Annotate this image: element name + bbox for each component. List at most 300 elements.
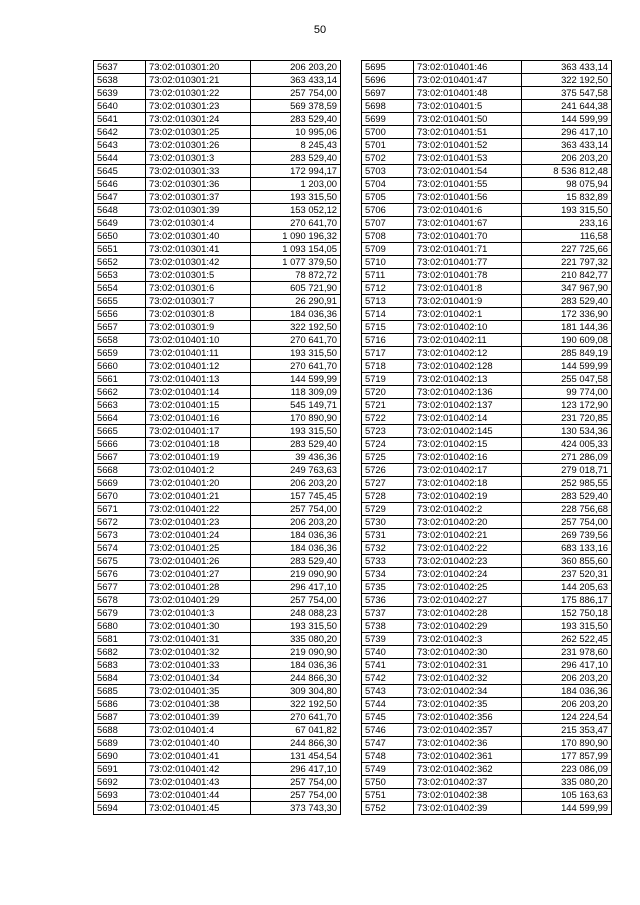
cadastral-number-cell: 73:02:010401:70 [414,230,522,243]
cadastral-number-cell: 73:02:010402:27 [414,594,522,607]
cadastral-number-cell: 73:02:010401:27 [146,568,251,581]
table-row [362,386,612,399]
value-cell: 244 866,30 [251,672,341,685]
cadastral-number-cell: 73:02:010402:30 [414,646,522,659]
table-row [362,126,612,139]
cadastral-number-cell: 73:02:010401:46 [414,61,522,74]
cadastral-number-cell: 73:02:010402:3 [414,633,522,646]
row-number-cell: 5641 [94,113,146,126]
value-cell: 683 133,16 [522,542,612,555]
cadastral-number-cell: 73:02:010402:12 [414,347,522,360]
row-number-cell: 5670 [94,490,146,503]
table-row [362,620,612,633]
value-cell: 257 754,00 [522,516,612,529]
row-number-cell: 5652 [94,256,146,269]
table-row [94,568,341,581]
table-row [362,659,612,672]
value-cell: 221 797,32 [522,256,612,269]
table-row [94,711,341,724]
row-number-cell: 5749 [362,763,414,776]
value-cell: 184 036,36 [522,685,612,698]
row-number-cell: 5680 [94,620,146,633]
right-table-body [362,61,612,815]
value-cell: 1 077 379,50 [251,256,341,269]
value-cell: 15 832,89 [522,191,612,204]
table-row [362,412,612,425]
row-number-cell: 5660 [94,360,146,373]
table-row [362,334,612,347]
row-number-cell: 5666 [94,438,146,451]
value-cell: 172 994,17 [251,165,341,178]
value-cell: 322 192,50 [251,698,341,711]
value-cell: 335 080,20 [251,633,341,646]
row-number-cell: 5708 [362,230,414,243]
cadastral-number-cell: 73:02:010402:25 [414,581,522,594]
row-number-cell: 5752 [362,802,414,815]
row-number-cell: 5664 [94,412,146,425]
cadastral-number-cell: 73:02:010301:4 [146,217,251,230]
row-number-cell: 5694 [94,802,146,815]
value-cell: 131 454,54 [251,750,341,763]
value-cell: 181 144,36 [522,321,612,334]
value-cell: 283 529,40 [522,295,612,308]
row-number-cell: 5691 [94,763,146,776]
value-cell: 10 995,06 [251,126,341,139]
row-number-cell: 5731 [362,529,414,542]
cadastral-number-cell: 73:02:010402:20 [414,516,522,529]
cadastral-number-cell: 73:02:010401:2 [146,464,251,477]
table-row [94,529,341,542]
row-number-cell: 5696 [362,74,414,87]
row-number-cell: 5700 [362,126,414,139]
value-cell: 206 203,20 [251,516,341,529]
value-cell: 157 745,45 [251,490,341,503]
cadastral-number-cell: 73:02:010401:18 [146,438,251,451]
value-cell: 322 192,50 [251,321,341,334]
row-number-cell: 5673 [94,529,146,542]
value-cell: 193 315,50 [522,620,612,633]
row-number-cell: 5650 [94,230,146,243]
value-cell: 322 192,50 [522,74,612,87]
cadastral-number-cell: 73:02:010401:19 [146,451,251,464]
table-row [362,243,612,256]
table-row [94,165,341,178]
table-row [94,646,341,659]
cadastral-number-cell: 73:02:010401:17 [146,425,251,438]
cadastral-number-cell: 73:02:010402:145 [414,425,522,438]
row-number-cell: 5654 [94,282,146,295]
row-number-cell: 5724 [362,438,414,451]
value-cell: 257 754,00 [251,503,341,516]
cadastral-number-cell: 73:02:010401:54 [414,165,522,178]
cadastral-number-cell: 73:02:010401:24 [146,529,251,542]
table-row [94,74,341,87]
row-number-cell: 5647 [94,191,146,204]
value-cell: 255 047,58 [522,373,612,386]
cadastral-number-cell: 73:02:010402:34 [414,685,522,698]
table-row [362,295,612,308]
cadastral-number-cell: 73:02:010301:9 [146,321,251,334]
value-cell: 184 036,36 [251,308,341,321]
table-row [362,451,612,464]
table-row [362,438,612,451]
table-row [362,698,612,711]
value-cell: 184 036,36 [251,659,341,672]
row-number-cell: 5637 [94,61,146,74]
row-number-cell: 5653 [94,269,146,282]
value-cell: 152 750,18 [522,607,612,620]
value-cell: 363 433,14 [522,139,612,152]
cadastral-number-cell: 73:02:010401:21 [146,490,251,503]
value-cell: 249 763,63 [251,464,341,477]
row-number-cell: 5638 [94,74,146,87]
value-cell: 39 436,36 [251,451,341,464]
cadastral-number-cell: 73:02:010402:22 [414,542,522,555]
value-cell: 233,16 [522,217,612,230]
row-number-cell: 5695 [362,61,414,74]
row-number-cell: 5715 [362,321,414,334]
cadastral-number-cell: 73:02:010402:362 [414,763,522,776]
cadastral-number-cell: 73:02:010402:21 [414,529,522,542]
table-row [362,347,612,360]
row-number-cell: 5722 [362,412,414,425]
table-row [94,620,341,633]
row-number-cell: 5737 [362,607,414,620]
cadastral-number-cell: 73:02:010402:13 [414,373,522,386]
value-cell: 184 036,36 [251,542,341,555]
row-number-cell: 5699 [362,113,414,126]
cadastral-number-cell: 73:02:010401:52 [414,139,522,152]
table-row [362,308,612,321]
cadastral-number-cell: 73:02:010301:8 [146,308,251,321]
row-number-cell: 5736 [362,594,414,607]
row-number-cell: 5714 [362,308,414,321]
row-number-cell: 5662 [94,386,146,399]
value-cell: 210 842,77 [522,269,612,282]
cadastral-number-cell: 73:02:010401:50 [414,113,522,126]
value-cell: 296 417,10 [251,763,341,776]
table-row [362,204,612,217]
table-row [94,581,341,594]
row-number-cell: 5644 [94,152,146,165]
row-number-cell: 5734 [362,568,414,581]
row-number-cell: 5701 [362,139,414,152]
row-number-cell: 5747 [362,737,414,750]
value-cell: 26 290,91 [251,295,341,308]
row-number-cell: 5687 [94,711,146,724]
row-number-cell: 5712 [362,282,414,295]
row-number-cell: 5745 [362,711,414,724]
table-row [362,360,612,373]
table-row [94,802,341,815]
value-cell: 257 754,00 [251,87,341,100]
row-number-cell: 5656 [94,308,146,321]
table-row [94,152,341,165]
cadastral-number-cell: 73:02:010401:38 [146,698,251,711]
row-number-cell: 5649 [94,217,146,230]
cadastral-number-cell: 73:02:010401:48 [414,87,522,100]
cadastral-number-cell: 73:02:010402:32 [414,672,522,685]
cadastral-number-cell: 73:02:010402:28 [414,607,522,620]
cadastral-number-cell: 73:02:010401:30 [146,620,251,633]
value-cell: 170 890,90 [251,412,341,425]
cadastral-number-cell: 73:02:010402:19 [414,490,522,503]
row-number-cell: 5730 [362,516,414,529]
cadastral-number-cell: 73:02:010401:13 [146,373,251,386]
value-cell: 193 315,50 [251,620,341,633]
value-cell: 219 090,90 [251,568,341,581]
table-row [362,74,612,87]
table-row [362,113,612,126]
value-cell: 363 433,14 [522,61,612,74]
value-cell: 360 855,60 [522,555,612,568]
table-row [362,724,612,737]
table-row [362,529,612,542]
table-row [362,165,612,178]
table-row [362,178,612,191]
value-cell: 270 641,70 [251,711,341,724]
cadastral-number-cell: 73:02:010401:8 [414,282,522,295]
cadastral-number-cell: 73:02:010401:47 [414,74,522,87]
table-row [94,425,341,438]
table-row [94,308,341,321]
value-cell: 347 967,90 [522,282,612,295]
value-cell: 123 172,90 [522,399,612,412]
value-cell: 144 599,99 [251,373,341,386]
row-number-cell: 5667 [94,451,146,464]
row-number-cell: 5726 [362,464,414,477]
row-number-cell: 5732 [362,542,414,555]
row-number-cell: 5707 [362,217,414,230]
table-row [362,490,612,503]
cadastral-number-cell: 73:02:010402:357 [414,724,522,737]
cadastral-number-cell: 73:02:010402:356 [414,711,522,724]
value-cell: 116,58 [522,230,612,243]
row-number-cell: 5738 [362,620,414,633]
table-row [362,282,612,295]
table-row [362,269,612,282]
value-cell: 170 890,90 [522,737,612,750]
table-row [94,100,341,113]
cadastral-number-cell: 73:02:010301:5 [146,269,251,282]
value-cell: 257 754,00 [251,776,341,789]
row-number-cell: 5640 [94,100,146,113]
value-cell: 8 536 812,48 [522,165,612,178]
table-row [94,347,341,360]
cadastral-number-cell: 73:02:010401:11 [146,347,251,360]
value-cell: 257 754,00 [251,594,341,607]
cadastral-number-cell: 73:02:010402:18 [414,477,522,490]
cadastral-number-cell: 73:02:010402:38 [414,789,522,802]
row-number-cell: 5678 [94,594,146,607]
row-number-cell: 5744 [362,698,414,711]
value-cell: 270 641,70 [251,334,341,347]
value-cell: 283 529,40 [251,152,341,165]
row-number-cell: 5659 [94,347,146,360]
row-number-cell: 5742 [362,672,414,685]
value-cell: 424 005,33 [522,438,612,451]
value-cell: 206 203,20 [251,61,341,74]
table-row [94,451,341,464]
cadastral-number-cell: 73:02:010401:5 [414,100,522,113]
row-number-cell: 5677 [94,581,146,594]
value-cell: 219 090,90 [251,646,341,659]
table-row [94,204,341,217]
value-cell: 193 315,50 [251,347,341,360]
cadastral-number-cell: 73:02:010401:40 [146,737,251,750]
value-cell: 78 872,72 [251,269,341,282]
row-number-cell: 5717 [362,347,414,360]
value-cell: 283 529,40 [251,113,341,126]
row-number-cell: 5663 [94,399,146,412]
cadastral-number-cell: 73:02:010401:31 [146,633,251,646]
cadastral-number-cell: 73:02:010301:26 [146,139,251,152]
value-cell: 296 417,10 [251,581,341,594]
value-cell: 1 090 196,32 [251,230,341,243]
row-number-cell: 5686 [94,698,146,711]
cadastral-number-cell: 73:02:010401:9 [414,295,522,308]
row-number-cell: 5720 [362,386,414,399]
value-cell: 144 599,99 [522,802,612,815]
table-row [362,373,612,386]
value-cell: 67 041,82 [251,724,341,737]
row-number-cell: 5703 [362,165,414,178]
value-cell: 206 203,20 [522,672,612,685]
row-number-cell: 5671 [94,503,146,516]
cadastral-number-cell: 73:02:010301:24 [146,113,251,126]
table-row [362,191,612,204]
row-number-cell: 5704 [362,178,414,191]
row-number-cell: 5668 [94,464,146,477]
table-row [362,711,612,724]
cadastral-number-cell: 73:02:010402:23 [414,555,522,568]
row-number-cell: 5706 [362,204,414,217]
row-number-cell: 5672 [94,516,146,529]
cadastral-number-cell: 73:02:010401:34 [146,672,251,685]
row-number-cell: 5643 [94,139,146,152]
table-row [362,152,612,165]
table-row [94,555,341,568]
value-cell: 231 978,60 [522,646,612,659]
value-cell: 545 149,71 [251,399,341,412]
row-number-cell: 5698 [362,100,414,113]
value-cell: 223 086,09 [522,763,612,776]
cadastral-number-cell: 73:02:010402:35 [414,698,522,711]
row-number-cell: 5718 [362,360,414,373]
value-cell: 144 599,99 [522,360,612,373]
cadastral-number-cell: 73:02:010401:10 [146,334,251,347]
cadastral-number-cell: 73:02:010401:20 [146,477,251,490]
cadastral-number-cell: 73:02:010301:6 [146,282,251,295]
table-row [94,191,341,204]
value-cell: 177 857,99 [522,750,612,763]
cadastral-number-cell: 73:02:010401:15 [146,399,251,412]
table-row [94,750,341,763]
value-cell: 206 203,20 [522,698,612,711]
table-row [94,698,341,711]
value-cell: 270 641,70 [251,217,341,230]
cadastral-number-cell: 73:02:010401:77 [414,256,522,269]
row-number-cell: 5746 [362,724,414,737]
table-row [362,737,612,750]
cadastral-number-cell: 73:02:010401:71 [414,243,522,256]
cadastral-number-cell: 73:02:010402:36 [414,737,522,750]
table-row [94,334,341,347]
table-row [94,737,341,750]
cadastral-number-cell: 73:02:010401:12 [146,360,251,373]
row-number-cell: 5651 [94,243,146,256]
cadastral-number-cell: 73:02:010401:16 [146,412,251,425]
cadastral-number-cell: 73:02:010301:21 [146,74,251,87]
table-row [362,581,612,594]
row-number-cell: 5739 [362,633,414,646]
value-cell: 144 599,99 [522,113,612,126]
row-number-cell: 5748 [362,750,414,763]
value-cell: 193 315,50 [522,204,612,217]
table-row [94,113,341,126]
row-number-cell: 5675 [94,555,146,568]
table-row [94,256,341,269]
value-cell: 279 018,71 [522,464,612,477]
cadastral-number-cell: 73:02:010301:22 [146,87,251,100]
value-cell: 283 529,40 [251,438,341,451]
value-cell: 153 052,12 [251,204,341,217]
cadastral-number-cell: 73:02:010402:31 [414,659,522,672]
cadastral-number-cell: 73:02:010401:25 [146,542,251,555]
cadastral-number-cell: 73:02:010401:22 [146,503,251,516]
cadastral-number-cell: 73:02:010301:7 [146,295,251,308]
cadastral-number-cell: 73:02:010402:16 [414,451,522,464]
table-row [94,438,341,451]
table-row [362,633,612,646]
row-number-cell: 5684 [94,672,146,685]
table-row [94,607,341,620]
table-row [362,321,612,334]
table-row [94,282,341,295]
table-row [94,633,341,646]
value-cell: 215 353,47 [522,724,612,737]
table-row [94,399,341,412]
table-row [94,776,341,789]
cadastral-number-cell: 73:02:010401:35 [146,685,251,698]
value-cell: 262 522,45 [522,633,612,646]
table-row [362,802,612,815]
row-number-cell: 5676 [94,568,146,581]
value-cell: 193 315,50 [251,425,341,438]
row-number-cell: 5705 [362,191,414,204]
table-row [362,516,612,529]
cadastral-number-cell: 73:02:010401:26 [146,555,251,568]
table-row [94,217,341,230]
row-number-cell: 5679 [94,607,146,620]
table-row [94,373,341,386]
table-row [362,217,612,230]
table-row [362,568,612,581]
row-number-cell: 5743 [362,685,414,698]
cadastral-number-cell: 73:02:010301:36 [146,178,251,191]
row-number-cell: 5690 [94,750,146,763]
value-cell: 99 774,00 [522,386,612,399]
cadastral-number-cell: 73:02:010401:3 [146,607,251,620]
row-number-cell: 5740 [362,646,414,659]
row-number-cell: 5693 [94,789,146,802]
value-cell: 569 378,59 [251,100,341,113]
row-number-cell: 5648 [94,204,146,217]
table-row [94,321,341,334]
cadastral-number-cell: 73:02:010401:23 [146,516,251,529]
table-row [362,607,612,620]
value-cell: 241 644,38 [522,100,612,113]
